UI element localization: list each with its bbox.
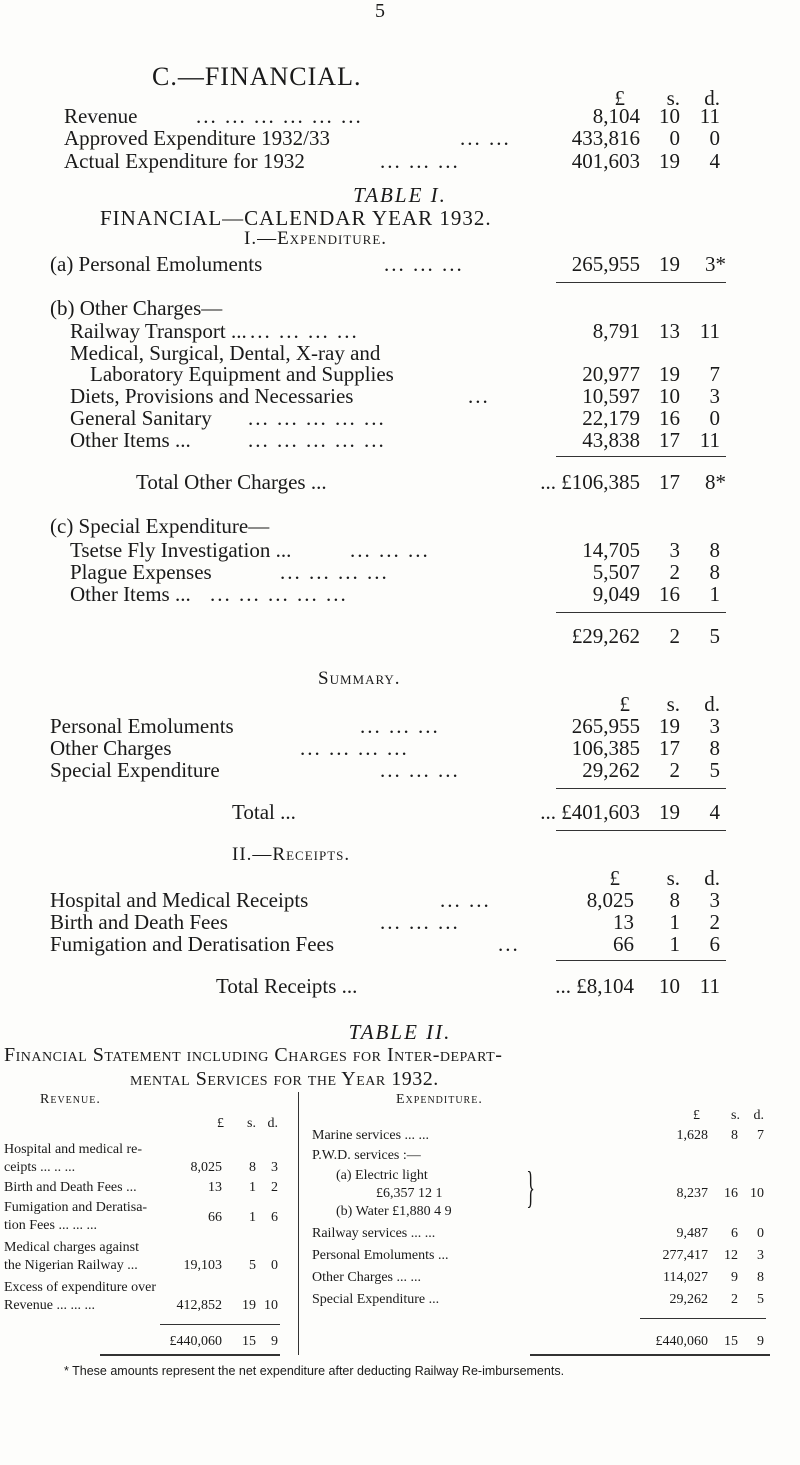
b-row-dots: ... ... ... ... bbox=[250, 319, 359, 343]
b-row-label: General Sanitary bbox=[70, 406, 212, 430]
pwd-water-label: (b) Water £1,880 4 9 bbox=[336, 1204, 452, 1219]
rev-row-shillings: 19 bbox=[242, 1298, 256, 1313]
marine-services-pounds: 1,628 bbox=[676, 1128, 708, 1143]
special-total-pounds: £29,262 bbox=[571, 624, 640, 648]
total-receipts-pence: 11 bbox=[699, 974, 720, 998]
rule bbox=[556, 830, 726, 831]
b-row-pounds: 43,838 bbox=[582, 428, 640, 452]
c-row-pounds: 14,705 bbox=[582, 538, 640, 562]
receipts-pence-header: d. bbox=[704, 866, 720, 890]
receipts-shilling-header: s. bbox=[666, 866, 680, 890]
exp-row-label: Special Expenditure ... bbox=[312, 1292, 440, 1307]
exp-row-pence: 5 bbox=[757, 1292, 764, 1307]
expenditure-heading: I.—Expenditure. bbox=[244, 228, 388, 249]
rev-row-pounds: 19,103 bbox=[183, 1258, 222, 1273]
receipt-row-pence: 2 bbox=[709, 910, 720, 934]
page-number: 5 bbox=[375, 0, 385, 22]
receipts-pound-header: £ bbox=[609, 866, 620, 890]
rev-total-shillings: 15 bbox=[242, 1334, 256, 1349]
table-2-title-line2: mental Services for the Year 1932. bbox=[130, 1068, 439, 1090]
receipt-row-shillings: 1 bbox=[669, 932, 680, 956]
approved-expenditure-pence: 0 bbox=[709, 126, 720, 150]
marine-services-shillings: 8 bbox=[731, 1128, 738, 1143]
b-row-pence: 11 bbox=[699, 428, 720, 452]
rule bbox=[640, 1318, 766, 1319]
currency-shilling-header: s. bbox=[666, 86, 680, 110]
pwd-total-shillings: 16 bbox=[724, 1186, 738, 1201]
footnote: * These amounts represent the net expenditure after deducting Railway Re-imbursements. bbox=[64, 1364, 565, 1378]
receipt-row-label: Fumigation and Deratisation Fees bbox=[50, 932, 335, 956]
exp-row-pounds: 29,262 bbox=[669, 1292, 708, 1307]
b-row-pounds: 22,179 bbox=[582, 406, 640, 430]
exp-row-pounds: 277,417 bbox=[662, 1248, 708, 1263]
exp-pound-header: £ bbox=[693, 1108, 700, 1123]
b-row-pence: 11 bbox=[699, 319, 720, 343]
c-row-label: Tsetse Fly Investigation ... bbox=[70, 538, 292, 562]
total-receipts-shillings: 10 bbox=[659, 974, 680, 998]
exp-row-shillings: 6 bbox=[731, 1226, 738, 1241]
special-total-shillings: 2 bbox=[669, 624, 680, 648]
rule bbox=[556, 960, 726, 961]
c-row-shillings: 16 bbox=[659, 582, 680, 606]
rev-row-shillings: 1 bbox=[249, 1210, 256, 1225]
rev-row-line: Revenue ... ... ... bbox=[4, 1298, 95, 1313]
summary-pound-header: £ bbox=[619, 692, 630, 716]
double-rule bbox=[530, 1354, 770, 1356]
receipt-row-label: Birth and Death Fees bbox=[50, 910, 228, 934]
c-row-shillings: 3 bbox=[669, 538, 680, 562]
actual-expenditure-label: Actual Expenditure for 1932 bbox=[64, 149, 305, 173]
rev-row-shillings: 1 bbox=[249, 1180, 256, 1195]
exp-row-label: Other Charges ... ... bbox=[312, 1270, 421, 1285]
b-row-label: Laboratory Equipment and Supplies bbox=[90, 362, 394, 386]
summary-row-label: Special Expenditure bbox=[50, 758, 220, 782]
rev-row-line: Hospital and medical re- bbox=[4, 1142, 143, 1157]
c-row-dots: ... ... ... ... ... bbox=[210, 582, 348, 606]
summary-row-label: Personal Emoluments bbox=[50, 714, 234, 738]
rev-row-pounds: 13 bbox=[208, 1180, 222, 1195]
summary-total-pounds: ... £401,603 bbox=[540, 800, 640, 824]
b-row-shillings: 19 bbox=[659, 362, 680, 386]
summary-row-pounds: 265,955 bbox=[571, 714, 640, 738]
exp-row-label: Railway services ... ... bbox=[312, 1226, 436, 1241]
exp-total-shillings: 15 bbox=[724, 1334, 738, 1349]
table-1-title: FINANCIAL—CALENDAR YEAR 1932. bbox=[100, 206, 492, 230]
total-other-charges-pounds: ... £106,385 bbox=[540, 470, 640, 494]
pwd-services-heading: P.W.D. services :— bbox=[312, 1148, 421, 1163]
summary-row-shillings: 2 bbox=[669, 758, 680, 782]
rev-pence-header: d. bbox=[267, 1116, 278, 1131]
revenue-pence: 11 bbox=[699, 104, 720, 128]
b-row-pence: 7 bbox=[709, 362, 720, 386]
receipt-row-dots: ... bbox=[498, 932, 520, 956]
b-row-shillings: 10 bbox=[659, 384, 680, 408]
marine-services-label: Marine services ... ... bbox=[312, 1128, 430, 1143]
summary-row-shillings: 17 bbox=[659, 736, 680, 760]
summary-row-shillings: 19 bbox=[659, 714, 680, 738]
b-row-shillings: 13 bbox=[659, 319, 680, 343]
double-rule bbox=[100, 1354, 280, 1356]
rev-row-pence: 6 bbox=[271, 1210, 278, 1225]
personal-emoluments-pence: 3* bbox=[705, 252, 726, 276]
summary-row-pounds: 106,385 bbox=[571, 736, 640, 760]
total-receipts-pounds: ... £8,104 bbox=[555, 974, 634, 998]
rev-row-pounds: 412,852 bbox=[176, 1298, 222, 1313]
summary-total-label: Total ... bbox=[232, 800, 296, 824]
approved-expenditure-label: Approved Expenditure 1932/33 bbox=[64, 126, 330, 150]
total-other-charges-shillings: 17 bbox=[659, 470, 680, 494]
summary-row-label: Other Charges bbox=[50, 736, 172, 760]
rev-row-pence: 2 bbox=[271, 1180, 278, 1195]
summary-row-dots: ... ... ... bbox=[360, 714, 440, 738]
exp-row-shillings: 9 bbox=[731, 1270, 738, 1285]
c-row-pounds: 9,049 bbox=[592, 582, 640, 606]
other-charges-heading: (b) Other Charges— bbox=[50, 296, 223, 320]
personal-emoluments-label: (a) Personal Emoluments bbox=[50, 252, 263, 276]
summary-heading: Summary. bbox=[318, 668, 401, 689]
table-1-label: TABLE I. bbox=[353, 183, 447, 207]
rev-total-pence: 9 bbox=[271, 1334, 278, 1349]
exp-total-pounds: £440,060 bbox=[655, 1334, 708, 1349]
receipts-heading: II.—Receipts. bbox=[232, 844, 351, 865]
c-row-dots: ... ... ... bbox=[350, 538, 430, 562]
marine-services-pence: 7 bbox=[757, 1128, 764, 1143]
b-row-dots: ... ... ... ... ... bbox=[248, 406, 386, 430]
summary-row-dots: ... ... ... bbox=[380, 758, 460, 782]
summary-row-pence: 3 bbox=[709, 714, 720, 738]
rev-shilling-header: s. bbox=[247, 1116, 256, 1131]
summary-row-dots: ... ... ... ... bbox=[300, 736, 409, 760]
receipt-row-dots: ... ... ... bbox=[380, 910, 460, 934]
exp-shilling-header: s. bbox=[731, 1108, 740, 1123]
total-other-charges-label: Total Other Charges ... bbox=[136, 470, 327, 494]
rev-row-line: Fumigation and Deratisa- bbox=[4, 1200, 148, 1215]
revenue-label: Revenue bbox=[64, 104, 138, 128]
rule bbox=[160, 1324, 280, 1325]
exp-row-pence: 8 bbox=[757, 1270, 764, 1285]
table-2-title-line1: Financial Statement including Charges for Inter-depart- bbox=[4, 1044, 503, 1066]
revenue-dots: ... ... ... ... ... ... bbox=[196, 104, 363, 128]
b-row-shillings: 17 bbox=[659, 428, 680, 452]
exp-row-pence: 3 bbox=[757, 1248, 764, 1263]
summary-row-pence: 8 bbox=[709, 736, 720, 760]
summary-row-pounds: 29,262 bbox=[582, 758, 640, 782]
rev-row-shillings: 5 bbox=[249, 1258, 256, 1273]
b-row-label: Medical, Surgical, Dental, X-ray and bbox=[70, 341, 381, 365]
b-row-pence: 0 bbox=[709, 406, 720, 430]
personal-emoluments-pounds: 265,955 bbox=[571, 252, 640, 276]
receipt-row-pounds: 8,025 bbox=[586, 888, 634, 912]
rule bbox=[556, 456, 726, 457]
b-row-pence: 3 bbox=[709, 384, 720, 408]
b-row-shillings: 16 bbox=[659, 406, 680, 430]
actual-expenditure-dots: ... ... ... bbox=[380, 149, 460, 173]
c-row-dots: ... ... ... ... bbox=[280, 560, 389, 584]
table-2-label: TABLE II. bbox=[348, 1020, 452, 1044]
b-row-dots: ... ... ... ... ... bbox=[248, 428, 386, 452]
revenue-column-heading: Revenue. bbox=[40, 1092, 101, 1107]
receipt-row-pounds: 66 bbox=[613, 932, 634, 956]
rev-pound-header: £ bbox=[217, 1116, 224, 1131]
rev-row-line: Birth and Death Fees ... bbox=[4, 1180, 137, 1195]
exp-row-label: Personal Emoluments ... bbox=[312, 1248, 449, 1263]
summary-total-shillings: 19 bbox=[659, 800, 680, 824]
revenue-shillings: 10 bbox=[659, 104, 680, 128]
c-row-label: Other Items ... bbox=[70, 582, 191, 606]
summary-row-pence: 5 bbox=[709, 758, 720, 782]
summary-pence-header: d. bbox=[704, 692, 720, 716]
expenditure-column-heading: Expenditure. bbox=[396, 1092, 483, 1107]
special-total-pence: 5 bbox=[709, 624, 720, 648]
c-row-shillings: 2 bbox=[669, 560, 680, 584]
c-row-pence: 8 bbox=[709, 538, 720, 562]
pwd-electric-light-amount: £6,357 12 1 bbox=[376, 1186, 443, 1201]
rev-total-pounds: £440,060 bbox=[169, 1334, 222, 1349]
total-receipts-label: Total Receipts ... bbox=[216, 974, 358, 998]
b-row-label: Other Items ... bbox=[70, 428, 191, 452]
rev-row-line: Excess of expenditure over bbox=[4, 1280, 156, 1295]
currency-pound-header: £ bbox=[614, 86, 625, 110]
b-row-pounds: 8,791 bbox=[592, 319, 640, 343]
receipt-row-pounds: 13 bbox=[613, 910, 634, 934]
receipt-row-dots: ... ... bbox=[440, 888, 491, 912]
special-expenditure-heading: (c) Special Expenditure— bbox=[50, 514, 270, 538]
actual-expenditure-shillings: 19 bbox=[659, 149, 680, 173]
rev-row-pence: 10 bbox=[264, 1298, 278, 1313]
summary-shilling-header: s. bbox=[666, 692, 680, 716]
exp-row-shillings: 12 bbox=[724, 1248, 738, 1263]
rev-row-line: ceipts ... .. ... bbox=[4, 1160, 76, 1175]
exp-row-pounds: 114,027 bbox=[663, 1270, 708, 1285]
actual-expenditure-pence: 4 bbox=[709, 149, 720, 173]
approved-expenditure-pounds: 433,816 bbox=[571, 126, 640, 150]
exp-row-pounds: 9,487 bbox=[676, 1226, 708, 1241]
b-row-label: Diets, Provisions and Necessaries bbox=[70, 384, 354, 408]
approved-expenditure-shillings: 0 bbox=[669, 126, 680, 150]
rule bbox=[556, 788, 726, 789]
rule bbox=[556, 282, 726, 283]
section-title: C.—FINANCIAL. bbox=[152, 62, 362, 91]
receipt-row-shillings: 1 bbox=[669, 910, 680, 934]
exp-total-pence: 9 bbox=[757, 1334, 764, 1349]
actual-expenditure-pounds: 401,603 bbox=[571, 149, 640, 173]
revenue-pounds: 8,104 bbox=[592, 104, 640, 128]
receipt-row-pence: 3 bbox=[709, 888, 720, 912]
rev-row-line: the Nigerian Railway ... bbox=[4, 1258, 138, 1273]
c-row-pence: 1 bbox=[709, 582, 720, 606]
pwd-total-pence: 10 bbox=[750, 1186, 764, 1201]
exp-row-pence: 0 bbox=[757, 1226, 764, 1241]
exp-row-shillings: 2 bbox=[731, 1292, 738, 1307]
total-other-charges-pence: 8* bbox=[705, 470, 726, 494]
b-row-pounds: 10,597 bbox=[582, 384, 640, 408]
rev-row-shillings: 8 bbox=[249, 1160, 256, 1175]
rev-row-line: Medical charges against bbox=[4, 1240, 140, 1255]
rule bbox=[556, 612, 726, 613]
c-row-pounds: 5,507 bbox=[592, 560, 640, 584]
personal-emoluments-shillings: 19 bbox=[659, 252, 680, 276]
personal-emoluments-dots: ... ... ... bbox=[384, 252, 464, 276]
receipt-row-shillings: 8 bbox=[669, 888, 680, 912]
approved-expenditure-dots: ... ... bbox=[460, 126, 511, 150]
b-row-dots: ... bbox=[468, 384, 490, 408]
rev-row-pence: 3 bbox=[271, 1160, 278, 1175]
rev-row-pounds: 8,025 bbox=[190, 1160, 222, 1175]
c-row-label: Plague Expenses bbox=[70, 560, 212, 584]
summary-total-pence: 4 bbox=[709, 800, 720, 824]
brace-icon: } bbox=[526, 1163, 535, 1212]
rev-row-pounds: 66 bbox=[208, 1210, 222, 1225]
b-row-pounds: 20,977 bbox=[582, 362, 640, 386]
pwd-electric-light-label: (a) Electric light bbox=[336, 1168, 428, 1183]
b-row-label: Railway Transport ... bbox=[70, 319, 247, 343]
receipt-row-pence: 6 bbox=[709, 932, 720, 956]
pwd-total-pounds: 8,237 bbox=[676, 1186, 708, 1201]
rev-row-pence: 0 bbox=[271, 1258, 278, 1273]
column-divider bbox=[298, 1092, 299, 1355]
exp-pence-header: d. bbox=[753, 1108, 764, 1123]
receipt-row-label: Hospital and Medical Receipts bbox=[50, 888, 309, 912]
rev-row-line: tion Fees ... ... ... bbox=[4, 1218, 97, 1233]
currency-pence-header: d. bbox=[704, 86, 720, 110]
c-row-pence: 8 bbox=[709, 560, 720, 584]
